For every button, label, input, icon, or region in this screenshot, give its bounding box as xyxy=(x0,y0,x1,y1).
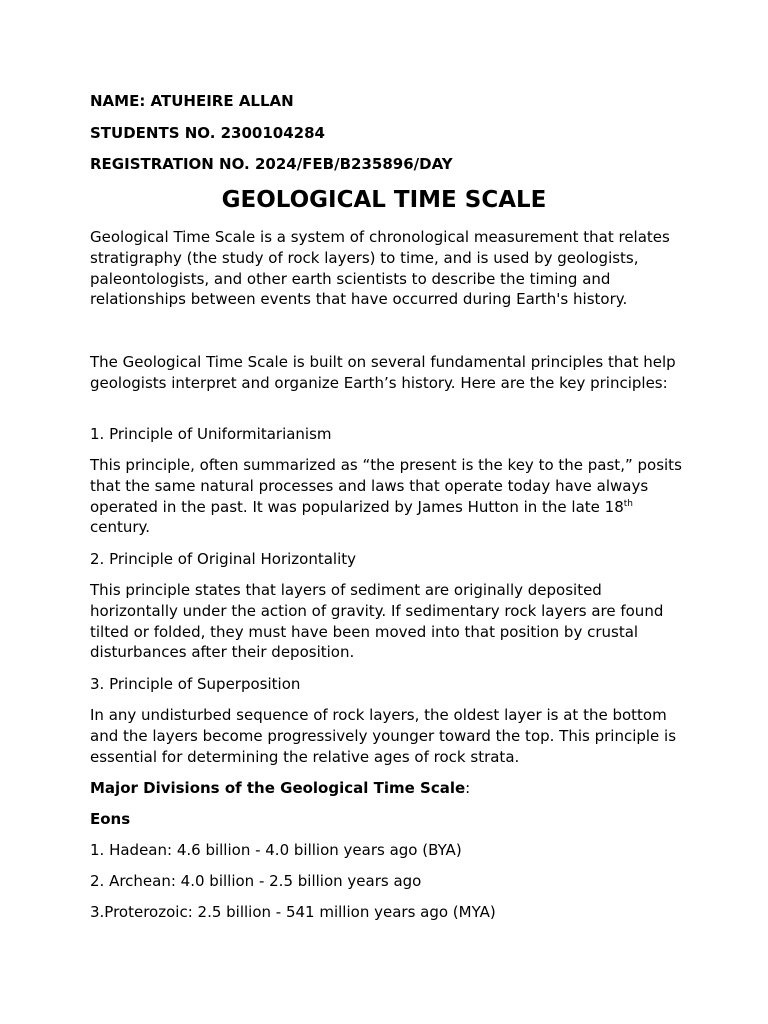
student-number: STUDENTS NO. 2300104284 xyxy=(90,124,325,142)
principle-1-text xyxy=(90,455,682,538)
eon-item-archean: 2. Archean: 4.0 billion - 2.5 billion years ago xyxy=(90,872,422,890)
document-title: GEOLOGICAL TIME SCALE xyxy=(221,187,547,213)
ordinal-superscript: th xyxy=(623,498,633,509)
divisions-heading-text: Major Divisions of the Geological Time Scale xyxy=(90,779,466,797)
student-name: NAME: ATUHEIRE ALLAN xyxy=(90,92,294,110)
eons-heading: Eons xyxy=(90,810,131,828)
divisions-heading-colon: : xyxy=(465,779,471,797)
principle-2-text: This principle states that layers of sediment are originally deposited horizontally under the action of gravity. If sedimentary rock layers are found tilted or folded, they must have been moved into that position by crustal disturbances after their deposition. xyxy=(90,581,664,662)
principle-1-heading: 1. Principle of Uniformitarianism xyxy=(90,425,332,443)
principle-3-heading: 3. Principle of Superposition xyxy=(90,675,301,693)
eon-item-hadean: 1. Hadean: 4.6 billion - 4.0 billion years ago (BYA) xyxy=(90,841,462,859)
eon-item-proterozoic: 3.Proterozoic: 2.5 billion - 541 million years ago (MYA) xyxy=(90,903,496,921)
principle-1-text-main: This principle, often summarized as “the present is the key to the past,” posits that the same natural processes and laws that operate today have always operated in the past. It was popularized by James Hutton in the late 18 xyxy=(90,456,682,516)
divisions-heading xyxy=(90,778,682,799)
principles-intro-paragraph: The Geological Time Scale is built on several fundamental principles that help geologists interpret and organize Earth’s history. Here are the key principles: xyxy=(90,353,676,392)
registration-number: REGISTRATION NO. 2024/FEB/B235896/DAY xyxy=(90,155,453,173)
principle-3-text: In any undisturbed sequence of rock layers, the oldest layer is at the bottom and the layers become progressively younger toward the top. This principle is essential for determining the relative ages of rock strata. xyxy=(90,706,677,766)
principle-2-heading: 2. Principle of Original Horizontality xyxy=(90,550,357,568)
principle-1-text-end: century. xyxy=(90,518,151,537)
intro-paragraph: Geological Time Scale is a system of chronological measurement that relates stratigraphy (the study of rock layers) to time, and is used by geologists, paleontologists, and other earth scientists to describe the timing and relationships between events that have occurred during Earth's history. xyxy=(90,228,670,309)
